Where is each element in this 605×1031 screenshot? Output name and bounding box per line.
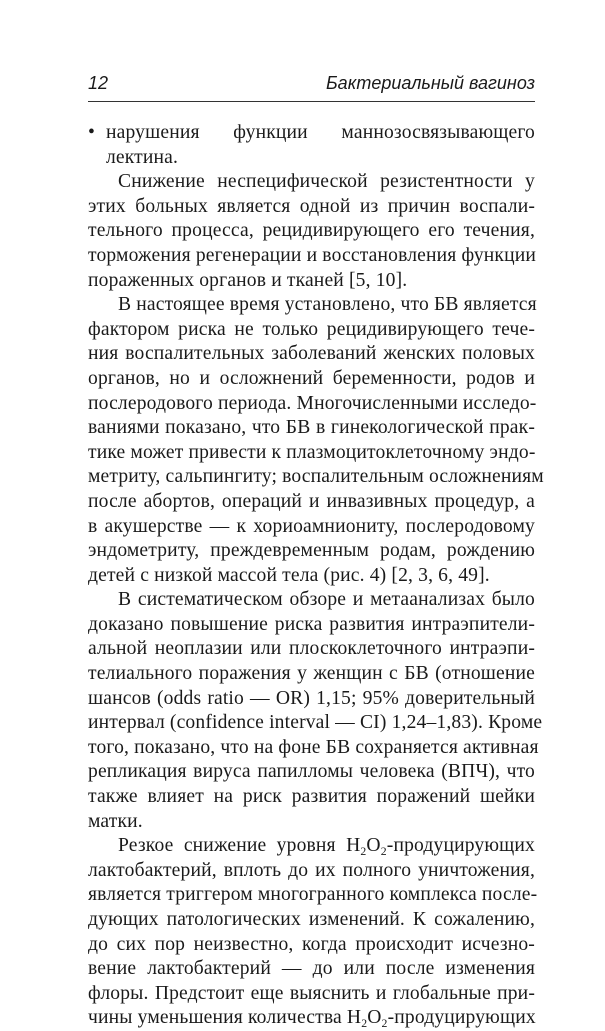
text-line: матки.	[88, 810, 143, 832]
text-line: репликация вируса папилломы человека (ВПЧ), что	[88, 761, 535, 783]
paragraph	[88, 834, 538, 1031]
text-line: тельного процесса, рецидивирующего его течения,	[88, 220, 535, 242]
text-fragment: -продуцирующих	[386, 835, 535, 857]
text-line: также влияет на риск развития поражений шейки	[88, 786, 535, 808]
text-line: фактором риска не только рецидивирующего тече-	[88, 318, 535, 340]
text-line: того, показано, что на фоне БВ сохраняется активная	[88, 736, 539, 758]
text-fragment: чины уменьшения количества H	[88, 1007, 362, 1029]
subscript: 2	[361, 1017, 368, 1031]
text-line: послеродового периода. Многочисленными исследо-	[88, 392, 537, 414]
page-number: 12	[88, 73, 109, 93]
bullet-symbol: •	[88, 122, 96, 143]
running-head	[88, 72, 535, 94]
bullet-item	[88, 121, 535, 146]
text-line-with-formula	[88, 834, 535, 859]
text-line: метриту, сальпингиту; воспалительным осложнениям	[88, 466, 544, 488]
text-line: до сих пор неизвестно, когда происходит исчезно-	[88, 933, 535, 955]
text-line: альной неоплазии или плоскоклеточного интраэпи-	[88, 638, 535, 660]
text-line: лактобактерий, вплоть до их полного уничтожения,	[88, 859, 535, 881]
text-line: В систематическом обзоре и метаанализах было	[118, 589, 535, 611]
chapter-title: Бактериальный вагиноз	[325, 73, 535, 93]
text-line: ния воспалительных заболеваний женских половых	[88, 343, 535, 365]
text-line: шансов (odds ratio — OR) 1,15; 95% доверительный	[88, 687, 535, 709]
text-line: пораженных органов и тканей [5, 10].	[88, 269, 408, 291]
text-line: лектина.	[106, 146, 179, 168]
text-line: эндометриту, преждевременным родам, рождению	[88, 540, 535, 562]
text-line: тике может привести к плазмоцитоклеточному эндо-	[88, 441, 536, 463]
text-line: детей с низкой массой тела (рис. 4) [2, 3, 6, 49].	[88, 564, 490, 586]
text-line: в акушерстве — к хориоамниониту, послеродовому	[88, 515, 535, 537]
text-line: этих больных является одной из причин воспали-	[88, 195, 535, 217]
paragraph	[88, 293, 544, 588]
text-line: является триггером многогранного комплекса после-	[88, 884, 538, 906]
text-fragment: O	[366, 835, 381, 857]
subscript: 2	[360, 845, 367, 859]
text-fragment: Резкое снижение уровня H	[118, 835, 361, 857]
text-line: вение лактобактерий — до или после изменения	[88, 958, 535, 980]
paragraph	[88, 170, 535, 293]
text-fragment: O	[367, 1007, 382, 1029]
text-line: нарушения функции маннозосвязывающего	[106, 122, 535, 143]
paragraph	[88, 588, 543, 834]
text-line: телиального поражения у женщин с БВ (отношение	[88, 663, 535, 685]
subscript: 2	[380, 845, 387, 859]
body-text	[88, 121, 544, 1031]
text-line: В настоящее время установлено, что БВ является	[118, 294, 537, 316]
subscript: 2	[381, 1017, 388, 1031]
header-rule	[88, 101, 535, 102]
text-line: дующих патологических изменений. К сожалению,	[88, 909, 535, 930]
text-line: Снижение неспецифической резистентности у	[118, 171, 535, 193]
text-line: торможения регенерации и восстановления функции	[88, 244, 536, 266]
text-line: интервал (confidence interval — CI) 1,24–1,83). Кроме	[88, 712, 543, 734]
text-line: органов, но и осложнений беременности, родов и	[88, 367, 535, 389]
text-line-with-formula	[88, 1006, 535, 1031]
text-line: флоры. Предстоит еще выяснить и глобальные при-	[88, 982, 535, 1004]
text-fragment: -продуцирующих	[387, 1007, 536, 1029]
text-line: ваниями показано, что БВ в гинекологической прак-	[88, 417, 535, 439]
text-line: после абортов, операций и инвазивных процедур, а	[88, 490, 535, 512]
text-line: доказано повышение риска развития интраэпители-	[88, 613, 535, 635]
